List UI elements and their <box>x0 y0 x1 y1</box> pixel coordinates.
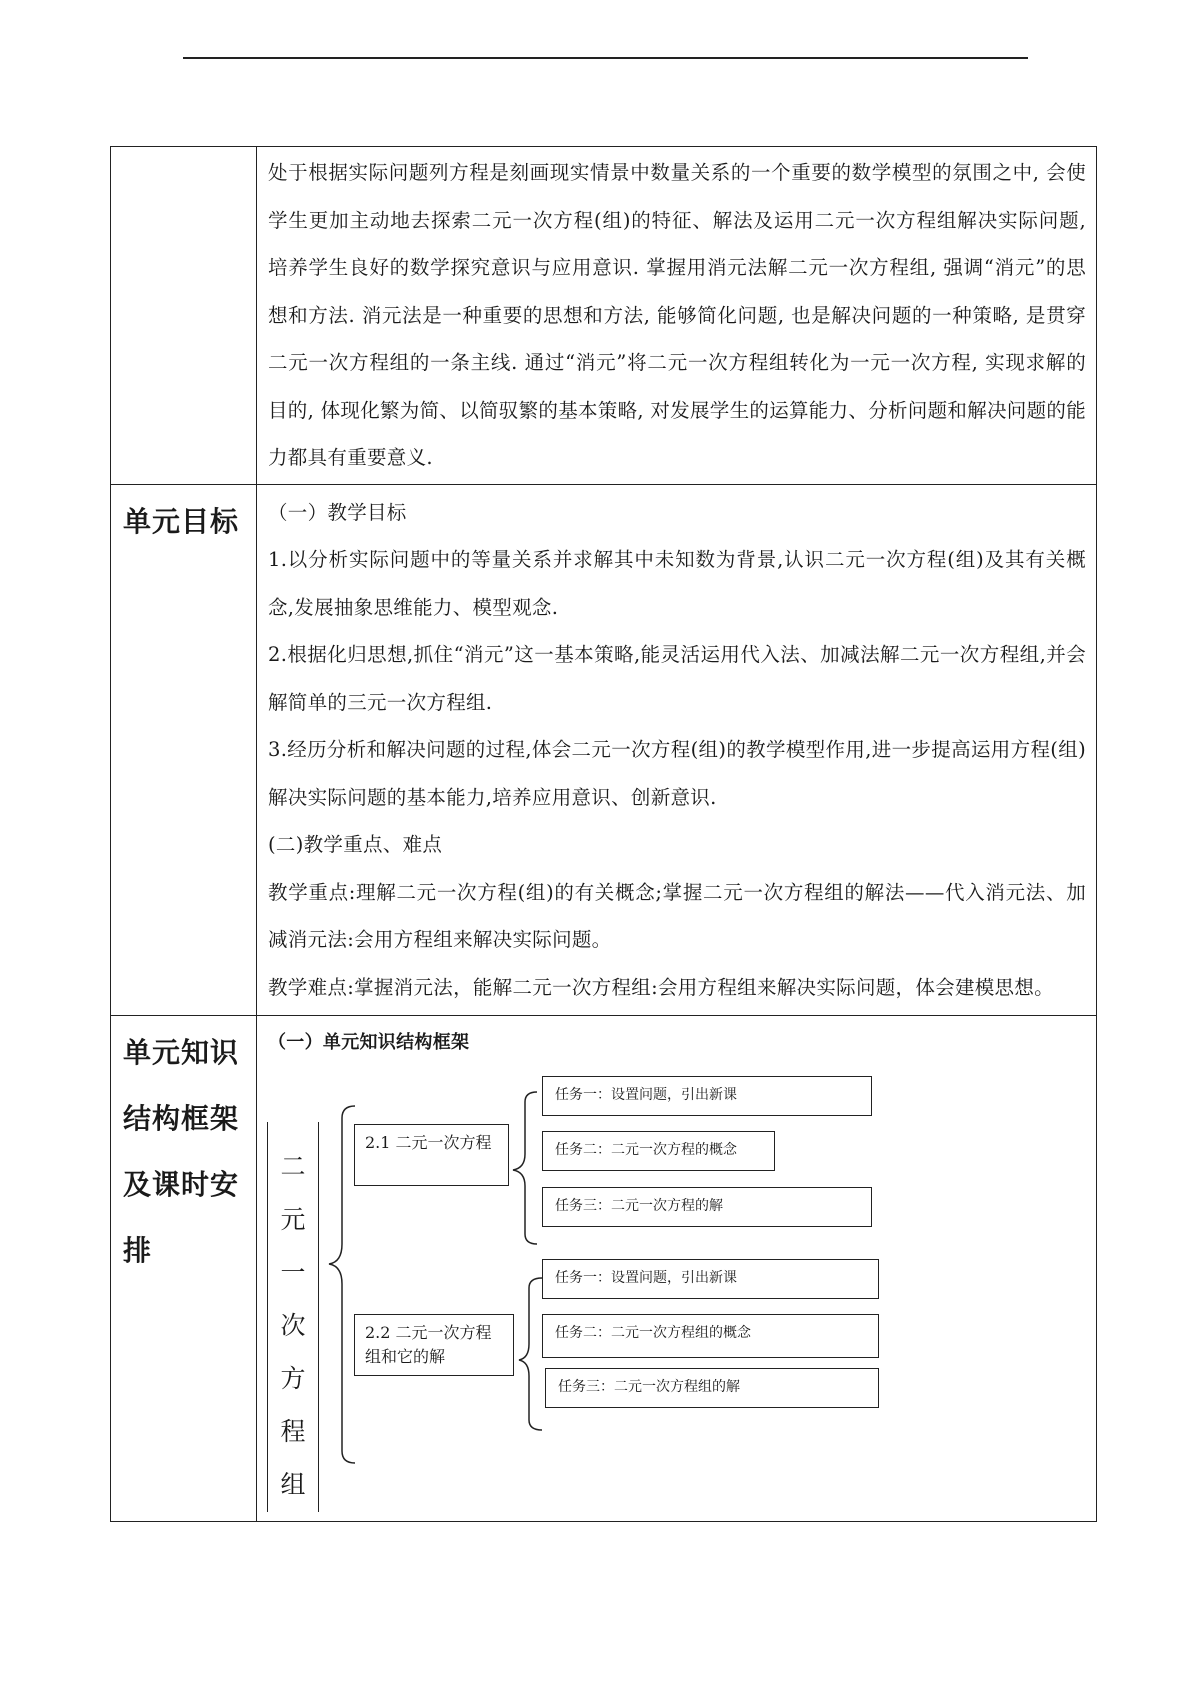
key-point: 教学重点:理解二元一次方程(组)的有关概念;掌握二元一次方程组的解法——代入消元法、加减消元法:会用方程组来解决实际问题。 <box>268 880 1086 951</box>
continuation-paragraph: 处于根据实际问题列方程是刻画现实情景中数量关系的一个重要的数学模型的氛围之中, 会使学生更加主动地去探索二元一次方程(组)的特征、解法及运用二元一次方程组解决实际问题, 培养学生良好的数学探究意识与应用意识. 掌握用消元法解二元一次方程组, 强调“消元”的思想和方法. 消元法是一种重要的思想和方法, 能够简化问题, 也是解决问题的一种策略, 是贯穿二元一次方程组的一条主线. 通过“消元”将二元一次方程组转化为一元一次方程, 实现求解的目的, 体现化繁为简、以简驭繁的基本策略, 对发展学生的运算能力、分析问题和解决问题的能力都具有重要意义. <box>268 161 1086 469</box>
row-unit-goals <box>111 484 1097 1016</box>
lesson-2-box: 2.2 二元一次方程组和它的解 <box>354 1314 514 1376</box>
row-structure <box>111 1016 1097 1522</box>
lesson-2-task-3: 任务三：二元一次方程组的解 <box>545 1368 879 1408</box>
header-rule <box>183 57 1028 59</box>
lesson-plan-table <box>110 146 1097 1522</box>
lesson-1-task-2: 任务二：二元一次方程的概念 <box>542 1131 775 1171</box>
unit-goals-label-cell <box>111 484 257 1016</box>
chapter-title-box <box>267 1122 319 1512</box>
goal-3: 3.经历分析和解决问题的过程,体会二元一次方程(组)的教学模型作用,进一步提高运用方程(组)解决实际问题的基本能力,培养应用意识、创新意识. <box>268 738 1086 809</box>
lesson-2-task-2: 任务二：二元一次方程组的概念 <box>542 1314 879 1358</box>
goal-2: 2.根据化归思想,抓住“消元”这一基本策略,能灵活运用代入法、加减法解二元一次方程组,并会解简单的三元一次方程组. <box>268 643 1086 714</box>
difficulty: 教学难点:掌握消元法，能解二元一次方程组:会用方程组来解决实际问题，体会建模思想。 <box>268 975 1054 999</box>
structure-heading: （一）单元知识结构框架 <box>268 1032 470 1053</box>
chapter-char: 方 <box>280 1364 306 1393</box>
structure-cell <box>257 1016 1097 1522</box>
unit-goals-label: 单元目标 <box>123 504 240 538</box>
structure-label-cell <box>111 1016 257 1522</box>
teaching-goals-heading: （一）教学目标 <box>268 500 407 524</box>
chapter-char: 二 <box>280 1152 306 1181</box>
row-continuation <box>111 147 1097 485</box>
chapter-char: 元 <box>280 1205 306 1234</box>
chapter-char: 一 <box>280 1258 306 1287</box>
goal-1: 1.以分析实际问题中的等量关系并求解其中未知数为背景,认识二元一次方程(组)及其有关概念,发展抽象思维能力、模型观念. <box>268 548 1086 619</box>
continuation-cell <box>257 147 1097 485</box>
key-difficulty-heading: (二)教学重点、难点 <box>268 833 443 856</box>
chapter-char: 程 <box>280 1417 306 1446</box>
chapter-char: 组 <box>280 1470 306 1499</box>
lesson-2-task-1: 任务一：设置问题，引出新课 <box>542 1259 879 1299</box>
lesson-1-task-1: 任务一：设置问题，引出新课 <box>542 1076 872 1116</box>
structure-label: 单元知识结构框架及课时安排 <box>123 1036 240 1267</box>
chapter-char: 次 <box>280 1311 306 1340</box>
lesson-1-box: 2.1 二元一次方程 <box>354 1124 509 1186</box>
empty-label-cell <box>111 147 257 485</box>
knowledge-structure-diagram <box>257 1066 1096 1521</box>
lesson-1-task-3: 任务三：二元一次方程的解 <box>542 1187 872 1227</box>
unit-goals-cell <box>257 484 1097 1016</box>
